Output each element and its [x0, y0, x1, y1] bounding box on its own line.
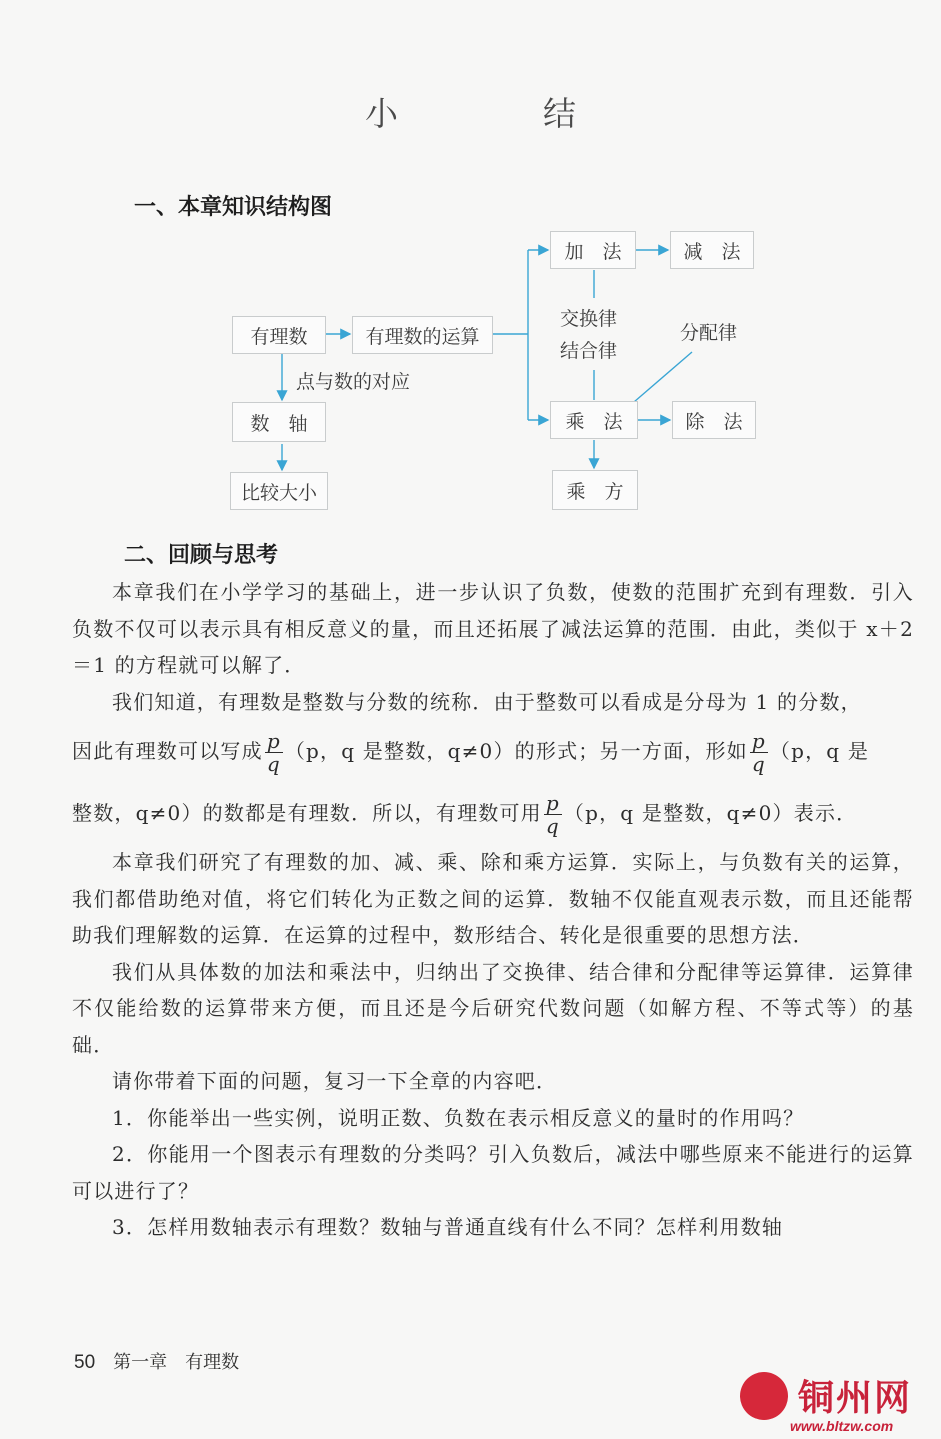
- law-commutative: 交换律: [560, 308, 618, 330]
- node-divide: 除 法: [672, 401, 756, 439]
- page-title: 小 结: [365, 94, 632, 133]
- watermark-logo-icon: [740, 1372, 788, 1420]
- node-subtract: 减 法: [670, 231, 754, 269]
- paragraph-4: 我们从具体数的加法和乘法中，归纳出了交换律、结合律和分配律等运算律．运算律不仅能给数的运算带来方便，而且还是今后研究代数问题（如解方程、不等式等）的基础．: [72, 959, 914, 1057]
- paragraph-2a: 我们知道，有理数是整数与分数的统称．由于整数可以看成是分母为 1 的分数，: [112, 689, 862, 714]
- node-compare: 比较大小: [230, 472, 328, 510]
- page-footer: [74, 1348, 239, 1374]
- paragraph-2-line-2: 整数，q≠0）的数都是有理数．所以，有理数可用 $\frac{p}{q}$ （p，q 是整数，q≠0）表示．: [72, 791, 858, 838]
- law-associative: 结合律: [560, 340, 618, 362]
- node-distributive: 分配律: [680, 322, 738, 344]
- question-1: 1．你能举出一些实例，说明正数、负数在表示相反意义的量时的作用吗？: [112, 1105, 805, 1130]
- page-number: 50: [74, 1352, 96, 1373]
- structure-diagram-lines: [0, 0, 941, 540]
- node-laws: [560, 303, 617, 367]
- line-distributive-multiply: [634, 352, 692, 402]
- node-numberline: 数 轴: [232, 402, 326, 442]
- watermark-url: www.bltzw.com: [790, 1418, 894, 1434]
- paragraph-1: 本章我们在小学学习的基础上，进一步认识了负数，使数的范围扩充到有理数．引入负数不仅可以表示具有相反意义的量，而且还拓展了减法运算的范围．由此，类似于 x＋2＝1 的方程就可以解了．: [72, 580, 914, 677]
- paragraph-5: 请你带着下面的问题，复习一下全章的内容吧．: [112, 1069, 558, 1093]
- fraction-p-over-q: $\frac{p}{q}$: [751, 729, 766, 776]
- question-3: 3．怎样用数轴表示有理数？数轴与普通直线有什么不同？怎样利用数轴: [112, 1215, 784, 1239]
- section1-heading: 一、本章知识结构图: [134, 195, 333, 220]
- node-operations: 有理数的运算: [352, 316, 493, 354]
- fraction-p-over-q: $\frac{p}{q}$: [266, 729, 281, 776]
- section2-heading: 二、回顾与思考: [124, 543, 279, 568]
- review-text: [72, 574, 914, 1246]
- node-rational: 有理数: [232, 316, 326, 354]
- fraction-p-over-q: $\frac{p}{q}$: [545, 791, 560, 838]
- watermark-name: 铜州网: [798, 1378, 913, 1419]
- node-multiply: 乘 法: [550, 401, 638, 439]
- node-power: 乘 方: [552, 470, 638, 510]
- chapter-label: 第一章 有理数: [113, 1352, 240, 1373]
- node-add: 加 法: [550, 231, 636, 269]
- paragraph-3: 本章我们研究了有理数的加、减、乘、除和乘方运算．实际上，与负数有关的运算，我们都借助绝对值，将它们转化为正数之间的运算．数轴不仅能直观表示数，而且还能帮助我们理解数的运算．在运算的过程中，数形结合、转化是很重要的思想方法．: [72, 850, 914, 947]
- paragraph-2-line: 因此有理数可以写成 $\frac{p}{q}$ （p，q 是整数，q≠0）的形式；另一方面，形如 $\frac{p}{q}$ （p，q 是: [72, 729, 870, 776]
- question-2: 2．你能用一个图表示有理数的分类吗？引入负数后，减法中哪些原来不能进行的运算可以进行了？: [72, 1142, 914, 1203]
- edge-label-point-number: 点与数的对应: [296, 371, 411, 393]
